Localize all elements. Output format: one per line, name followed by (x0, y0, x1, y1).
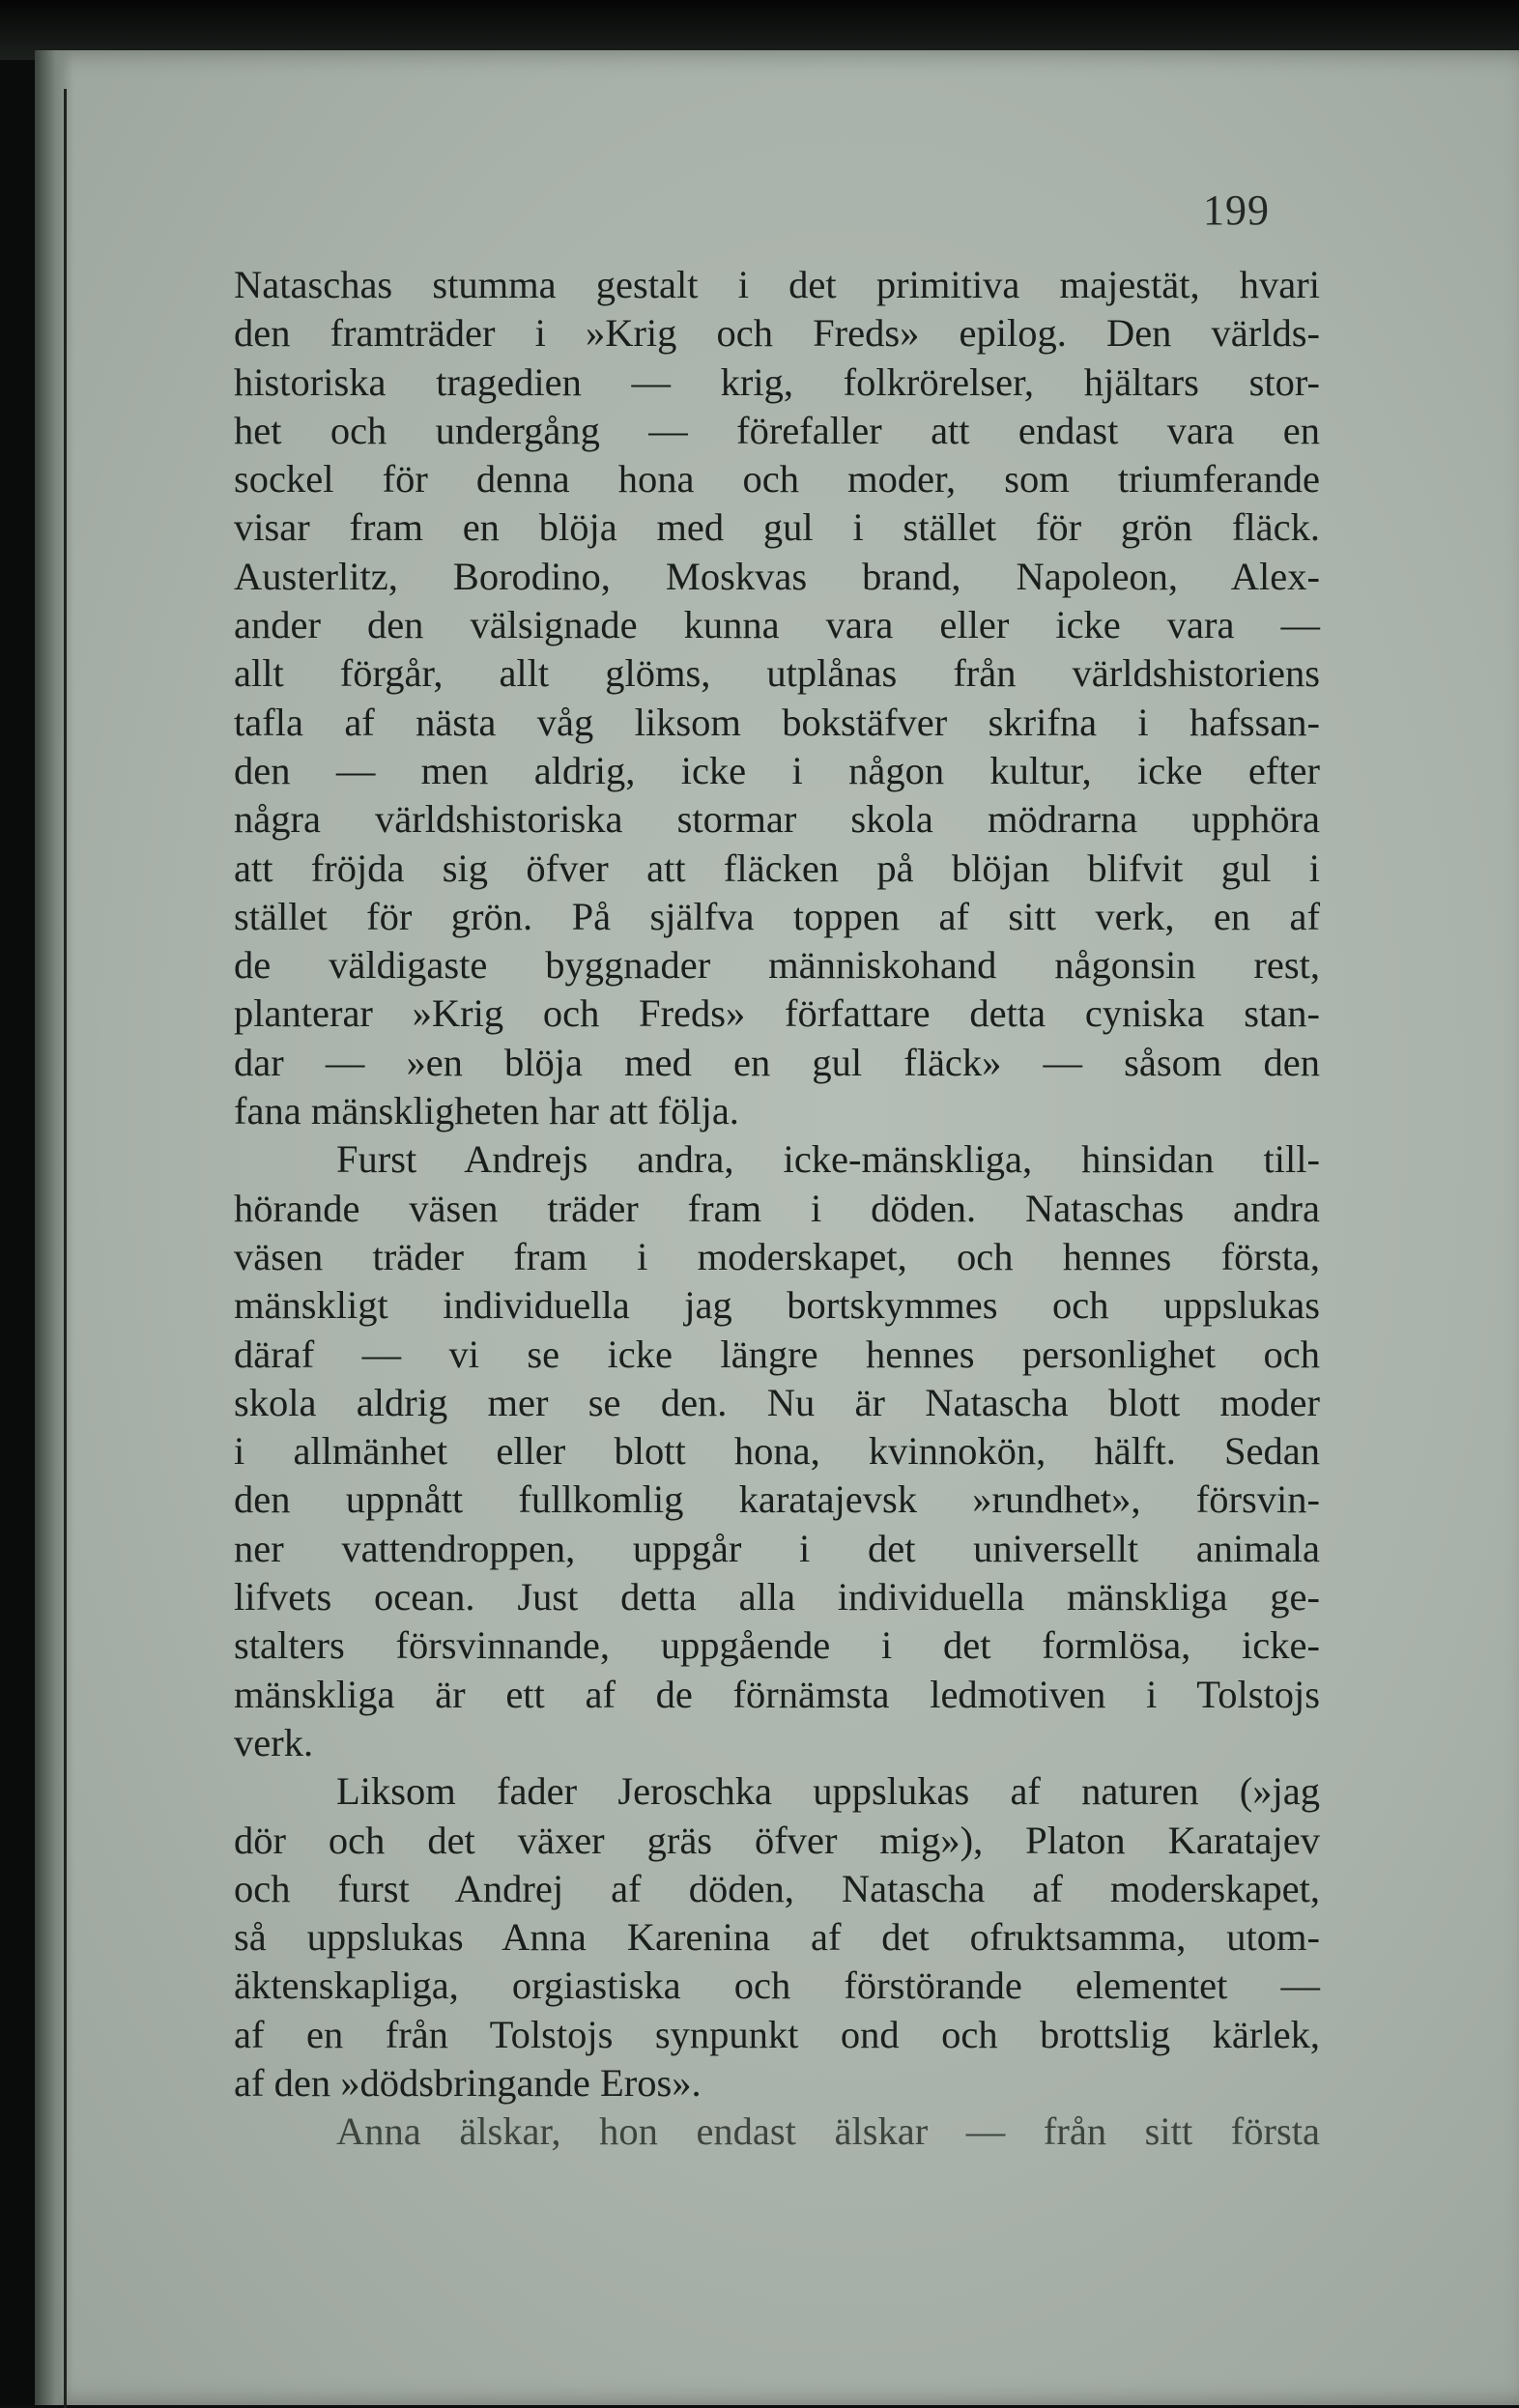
body-text (234, 261, 1320, 2157)
text-line: allt förgår, allt glöms, utplånas från världshistoriens (234, 651, 1320, 696)
text-line: så uppslukas Anna Karenina af det ofruktsamma, utom- (234, 1915, 1320, 1960)
text-line: sockel för denna hona och moder, som triumferande (234, 457, 1320, 502)
book-gutter-shadow (35, 50, 73, 2405)
text-line: ander den välsignade kunna vara eller icke vara — (234, 603, 1320, 647)
text-line: Anna älskar, hon endast älskar — från sitt första (336, 2109, 1320, 2154)
text-line: den — men aldrig, icke i någon kultur, icke efter (234, 748, 1320, 792)
text-line: och furst Andrej af döden, Natascha af moderskapet, (234, 1866, 1320, 1910)
text-line: i allmänhet eller blott hona, kvinnokön, hälft. Sedan (234, 1429, 1320, 1474)
text-line: hörande väsen träder fram i döden. Nataschas andra (234, 1186, 1320, 1230)
text-line: ner vattendroppen, uppgår i det universellt animala (234, 1526, 1320, 1570)
text-line: verk. (234, 1720, 314, 1764)
text-line: den uppnått fullkomlig karatajevsk »rundhet», försvin- (234, 1477, 1320, 1522)
text-line: lifvets ocean. Just detta alla individuella mänskliga ge- (234, 1575, 1320, 1620)
text-line: Furst Andrejs andra, icke-mänskliga, hinsidan till- (336, 1137, 1320, 1182)
text-line: planterar »Krig och Freds» författare detta cyniska stan- (234, 991, 1320, 1036)
text-line: Austerlitz, Borodino, Moskvas brand, Napoleon, Alex- (234, 554, 1320, 598)
text-line: den framträder i »Krig och Freds» epilog. Den världs- (234, 311, 1320, 356)
text-line: mänskligt individuella jag bortskymmes och uppslukas (234, 1283, 1320, 1328)
text-line: väsen träder fram i moderskapet, och hennes första, (234, 1234, 1320, 1278)
text-line: tafla af nästa våg liksom bokstäfver skrifna i hafssan- (234, 700, 1320, 744)
text-line: dör och det växer gräs öfver mig»), Platon Karatajev (234, 1818, 1320, 1862)
text-line: het och undergång — förefaller att endast vara en (234, 408, 1320, 452)
text-line: historiska tragedien — krig, folkrörelser, hjältars stor- (234, 359, 1320, 404)
text-line: stället för grön. På själfva toppen af sitt verk, en af (234, 894, 1320, 938)
page-edge-line (64, 89, 67, 2408)
page-number: 199 (1203, 186, 1270, 234)
text-line: visar fram en blöja med gul i stället för grön fläck. (234, 505, 1320, 550)
text-line: fana mänskligheten har att följa. (234, 1089, 739, 1133)
text-line: däraf — vi se icke längre hennes personlighet och (234, 1332, 1320, 1376)
text-line: Liksom fader Jeroschka uppslukas af naturen (»jag (336, 1769, 1320, 1814)
text-line: mänskliga är ett af de förnämsta ledmotiven i Tolstojs (234, 1672, 1320, 1716)
text-line: skola aldrig mer se den. Nu är Nataschа blott moder (234, 1380, 1320, 1424)
text-line: att fröjda sig öfver att fläcken på blöjan blifvit gul i (234, 846, 1320, 890)
text-line: dar — »en blöja med en gul fläck» — såsom den (234, 1040, 1320, 1084)
text-line: stalters försvinnande, uppgående i det formlösa, icke- (234, 1623, 1320, 1668)
text-line: några världshistoriska stormar skola mödrarna upphöra (234, 797, 1320, 842)
text-line: Nataschas stumma gestalt i det primitiva majestät, hvari (234, 263, 1320, 306)
text-line: äktenskapliga, orgiastiska och förstörande elementet — (234, 1964, 1320, 2008)
text-line: de väldigaste byggnader människohand någonsin rest, (234, 943, 1320, 988)
text-line: af den »dödsbringande Eros». (234, 2060, 702, 2105)
text-line: af en från Tolstojs synpunkt ond och brottslig kärlek, (234, 2012, 1320, 2056)
